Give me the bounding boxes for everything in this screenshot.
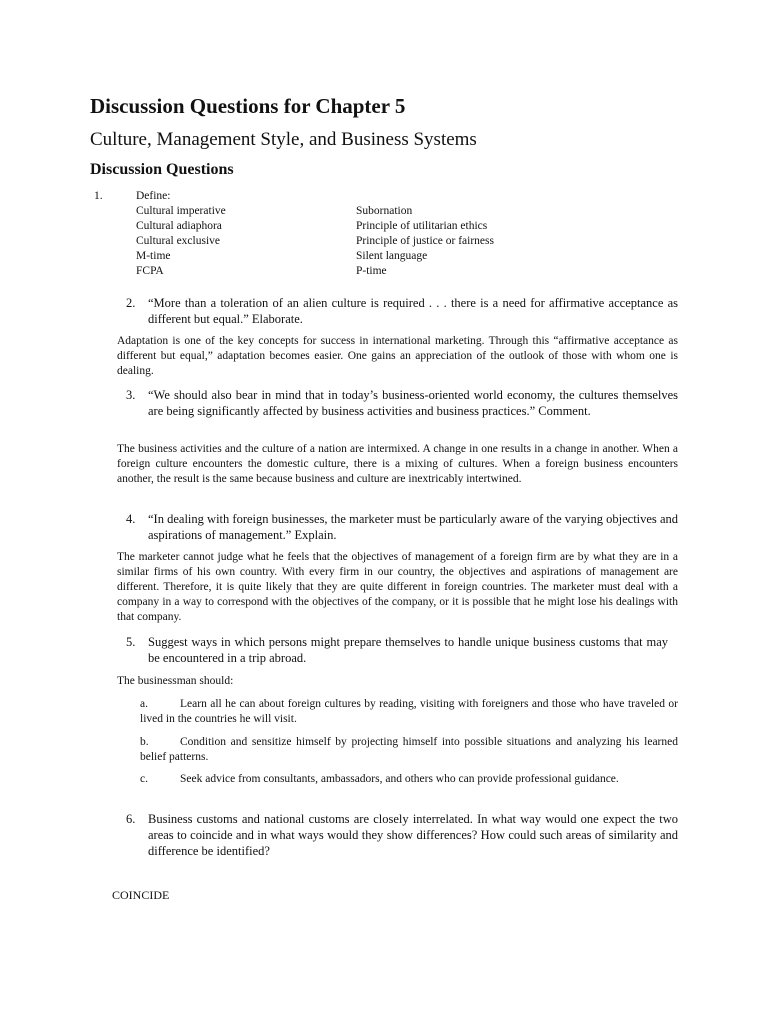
answer-intro: The businessman should:	[117, 675, 234, 687]
question-text: Business customs and national customs are closely interrelated. In what way would one expect the two areas to coincide and in what ways would they show differences? How could such areas of similarity and difference be identified?	[148, 812, 678, 858]
question-text: Define:	[136, 190, 171, 202]
term-right-2: Principle of utilitarian ethics	[356, 220, 488, 232]
page-title: Discussion Questions for Chapter 5	[90, 94, 406, 118]
list-item	[140, 772, 678, 787]
footer-label: COINCIDE	[112, 888, 170, 902]
question-number: 6.	[126, 812, 136, 826]
term-left-3: Cultural exclusive	[136, 235, 220, 247]
question-number: 2.	[126, 296, 136, 310]
list-item-letter: c.	[140, 773, 148, 785]
question-text: “We should also bear in mind that in today’s business-oriented world economy, the cultures themselves are being significantly affected by business activities and business practices.” Comment.	[148, 388, 678, 418]
term-right-4: Silent language	[356, 250, 428, 262]
question-number: 1.	[94, 190, 103, 202]
list-item-letter: b.	[140, 736, 149, 748]
answer-text: The business activities and the culture of a nation are intermixed. A change in one results in a change in another. When a foreign culture encounters the domestic culture, there is a mixing of cultures. When a foreign business encounters another, the result is the same because business and culture are inextricably intertwined.	[117, 443, 678, 485]
question-1	[90, 189, 690, 279]
list-item-text: Seek advice from consultants, ambassadors, and others who can provide professional guidance.	[180, 773, 619, 785]
answer-text: Adaptation is one of the key concepts for success in international marketing. Through this “affirmative acceptance as different but equal,” adaptation becomes easier. One gains an appreciation of the outlook of those with whom one is dealing.	[117, 335, 678, 377]
answer-text: The marketer cannot judge what he feels that the objectives of management of a foreign firm are by what they are in a similar firms of his own country. With every firm in our country, the objectives and aspirations of management are different. Therefore, it is quite likely that they are quite different in foreign countries. The marketer must deal with a company in a way to correspond with the objectives of the company, or it is possible that he might lose his dealings with that company.	[117, 551, 678, 623]
section-heading: Discussion Questions	[90, 161, 234, 178]
list-item-text: Condition and sensitize himself by projecting himself into possible situations and analyzing his learned belief patterns.	[140, 736, 678, 763]
list-item	[140, 697, 678, 727]
term-left-5: FCPA	[136, 265, 164, 277]
term-left-4: M-time	[136, 250, 171, 262]
question-number: 3.	[126, 388, 136, 402]
question-number: 4.	[126, 512, 136, 526]
term-left-2: Cultural adiaphora	[136, 220, 222, 232]
term-left-1: Cultural imperative	[136, 205, 226, 217]
term-right-5: P-time	[356, 265, 387, 277]
list-item-text: Learn all he can about foreign cultures by reading, visiting with foreigners and those who have traveled or lived in the countries he will visit.	[140, 698, 678, 725]
term-right-1: Subornation	[356, 205, 413, 217]
page-subtitle: Culture, Management Style, and Business Systems	[90, 129, 477, 150]
question-text: “More than a toleration of an alien culture is required . . . there is a need for affirmative acceptance as different but equal.” Elaborate.	[148, 296, 678, 326]
question-number: 5.	[126, 635, 136, 649]
list-item	[140, 735, 678, 765]
term-right-3: Principle of justice or fairness	[356, 235, 494, 247]
question-text: Suggest ways in which persons might prepare themselves to handle unique business customs that may be encountered in a trip abroad.	[148, 635, 668, 665]
question-text: “In dealing with foreign businesses, the marketer must be particularly aware of the varying objectives and aspirations of management.” Explain.	[148, 512, 678, 542]
list-item-letter: a.	[140, 698, 148, 710]
